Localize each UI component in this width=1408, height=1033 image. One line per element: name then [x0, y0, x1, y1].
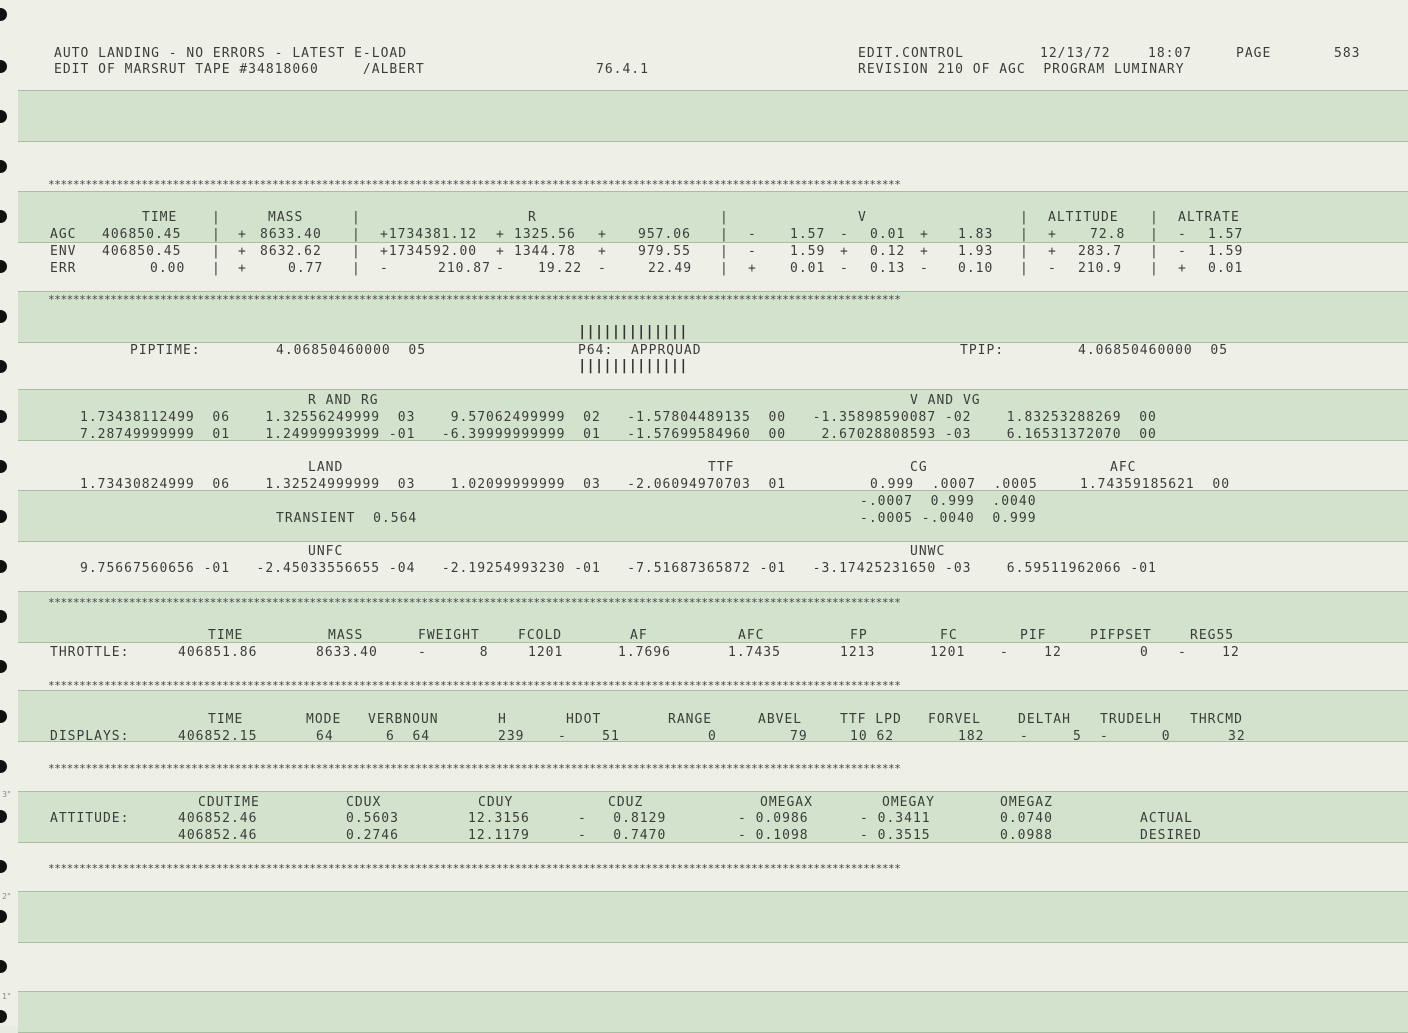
attitude-actual: 0.5603	[346, 811, 399, 826]
displays-value: 64	[316, 729, 334, 744]
attitude-desired: - 0.3515	[860, 828, 931, 843]
cell-alt: 72.8	[1090, 227, 1126, 242]
displays-header: HDOT	[566, 712, 602, 727]
green-band	[18, 891, 1408, 943]
cell-v2: 0.12	[870, 244, 906, 259]
displays-header: FORVEL	[928, 712, 981, 727]
separator: *****************************************************************************************************************************************	[48, 862, 901, 875]
column-divider: |	[1020, 210, 1029, 225]
displays-value: 406852.15	[178, 729, 258, 744]
throttle-header: REG55	[1190, 628, 1235, 643]
ruler-mark: 2"	[2, 892, 11, 901]
cell-r-sign3: +	[598, 244, 607, 259]
throttle-value: 8633.40	[316, 645, 378, 660]
cell-alt-sign: +	[1048, 227, 1057, 242]
row-label-env: ENV	[50, 244, 77, 259]
cell-time: 406850.45	[102, 227, 182, 242]
column-divider: |	[720, 210, 729, 225]
displays-header: MODE	[306, 712, 342, 727]
displays-header: TIME	[208, 712, 244, 727]
throttle-header: PIFPSET	[1090, 628, 1152, 643]
cell-mass: 8633.40	[260, 227, 322, 242]
displays-header: TRUDELH	[1100, 712, 1162, 727]
col-header-altrate: ALTRATE	[1178, 210, 1240, 225]
cell-v-sign3: -	[920, 261, 929, 276]
header-revision: REVISION 210 OF AGC PROGRAM LUMINARY	[858, 62, 1185, 77]
tpip-label: TPIP:	[960, 343, 1005, 358]
cell-v2: 0.13	[870, 261, 906, 276]
attitude-header: CDUZ	[608, 795, 644, 810]
cell-v-sign2: -	[840, 227, 849, 242]
attitude-desired: 0.2746	[346, 828, 399, 843]
cell-r2: 1344.78	[514, 244, 576, 259]
column-divider: |	[1020, 227, 1029, 242]
cell-r-sign2: +	[496, 244, 505, 259]
piptime-label: PIPTIME:	[130, 343, 201, 358]
attitude-actual: - 0.3411	[860, 811, 931, 826]
attitude-desired: 0.0988	[1000, 828, 1053, 843]
cell-r-sign2: +	[496, 227, 505, 242]
displays-label: DISPLAYS:	[50, 729, 130, 744]
throttle-header: MASS	[328, 628, 364, 643]
green-band	[18, 991, 1408, 1033]
attitude-header: OMEGAX	[760, 795, 813, 810]
attitude-desired-label: DESIRED	[1140, 828, 1202, 843]
column-divider: |	[212, 227, 221, 242]
column-divider: |	[212, 261, 221, 276]
throttle-label: THROTTLE:	[50, 645, 130, 660]
displays-value: 79	[790, 729, 808, 744]
cell-time: 406850.45	[102, 244, 182, 259]
cell-v-sign3: +	[920, 227, 929, 242]
cell-r-sign1: -	[380, 261, 389, 276]
header-date: 12/13/72	[1040, 46, 1111, 61]
attitude-desired: - 0.1098	[738, 828, 809, 843]
cell-v-sign3: +	[920, 244, 929, 259]
cell-r2: 19.22	[538, 261, 583, 276]
unfc-unwc-row: 9.75667560656 -01 -2.45033556655 -04 -2.19254993230 -01 -7.51687365872 -01 -3.17425231650 -03 6.59511962066 -01	[80, 561, 1157, 576]
cg-label: CG	[910, 460, 928, 475]
header-time: 18:07	[1148, 46, 1193, 61]
column-divider: |	[212, 210, 221, 225]
land-row: 1.73430824999 06 1.32524999999 03 1.02099999999 03 -2.06094970703 01	[80, 477, 787, 492]
displays-header: RANGE	[668, 712, 713, 727]
cell-r-sign3: -	[598, 261, 607, 276]
displays-value: - 0	[1100, 729, 1171, 744]
ruler-mark: 3"	[2, 790, 11, 799]
displays-header: ABVEL	[758, 712, 803, 727]
cell-r1: 210.87	[438, 261, 491, 276]
cell-altrate-sign: -	[1178, 227, 1187, 242]
throttle-value: 1201	[528, 645, 564, 660]
displays-header: DELTAH	[1018, 712, 1071, 727]
header-page-number: 583	[1334, 46, 1361, 61]
attitude-header: OMEGAZ	[1000, 795, 1053, 810]
throttle-header: PIF	[1020, 628, 1047, 643]
attitude-actual-label: ACTUAL	[1140, 811, 1193, 826]
attitude-actual: 406852.46	[178, 811, 258, 826]
header-page-label: PAGE	[1236, 46, 1272, 61]
cell-alt-sign: -	[1048, 261, 1057, 276]
cell-r1: +1734592.00	[380, 244, 478, 259]
separator: *****************************************************************************************************************************************	[48, 762, 901, 775]
header-edit-control: EDIT.CONTROL	[858, 46, 964, 61]
throttle-header: TIME	[208, 628, 244, 643]
throttle-value: 1.7696	[618, 645, 671, 660]
column-divider: |	[1020, 244, 1029, 259]
throttle-header: FCOLD	[518, 628, 563, 643]
cell-altrate: 1.59	[1208, 244, 1244, 259]
cell-r3: 22.49	[648, 261, 693, 276]
row-label-err: ERR	[50, 261, 77, 276]
cell-mass-sign: +	[238, 244, 247, 259]
cell-v2: 0.01	[870, 227, 906, 242]
header-tape: EDIT OF MARSRUT TAPE #34818060 /ALBERT	[54, 62, 425, 77]
cell-v-sign2: +	[840, 244, 849, 259]
throttle-value: 406851.86	[178, 645, 258, 660]
column-divider: |	[720, 227, 729, 242]
cg-row: 0.999 .0007 .0005	[870, 477, 1038, 492]
ruler-mark: 1"	[2, 992, 11, 1001]
attitude-actual: 12.3156	[468, 811, 530, 826]
cell-v3: 1.93	[958, 244, 994, 259]
column-divider: |	[352, 244, 361, 259]
separator: *****************************************************************************************************************************************	[48, 596, 901, 609]
attitude-actual: 0.0740	[1000, 811, 1053, 826]
cell-v-sign1: +	[748, 261, 757, 276]
attitude-actual: - 0.0986	[738, 811, 809, 826]
displays-value: - 5	[1020, 729, 1082, 744]
col-header-altitude: ALTITUDE	[1048, 210, 1119, 225]
green-band	[18, 90, 1408, 142]
cell-r2: 1325.56	[514, 227, 576, 242]
cell-altrate-sign: +	[1178, 261, 1187, 276]
cell-v3: 0.10	[958, 261, 994, 276]
throttle-value: 1.7435	[728, 645, 781, 660]
column-divider: |	[352, 210, 361, 225]
column-divider: |	[720, 261, 729, 276]
displays-value: 32	[1228, 729, 1246, 744]
header-version: 76.4.1	[596, 62, 649, 77]
column-divider: |	[1150, 227, 1159, 242]
throttle-value: - 12	[1178, 645, 1240, 660]
v-and-vg-label: V AND VG	[910, 393, 981, 408]
displays-header: TTF LPD	[840, 712, 902, 727]
cell-v1: 1.59	[790, 244, 826, 259]
column-divider: |	[1150, 261, 1159, 276]
cell-altrate: 0.01	[1208, 261, 1244, 276]
column-divider: |	[352, 227, 361, 242]
column-divider: |	[1150, 210, 1159, 225]
separator: *****************************************************************************************************************************************	[48, 293, 901, 306]
cell-mass: 8632.62	[260, 244, 322, 259]
cell-r1: +1734381.12	[380, 227, 478, 242]
tpip-value: 4.06850460000 05	[1078, 343, 1229, 358]
displays-value: 6 64	[386, 729, 431, 744]
attitude-desired: 12.1179	[468, 828, 530, 843]
cell-v-sign1: -	[748, 244, 757, 259]
attitude-header: CDUTIME	[198, 795, 260, 810]
cell-altrate-sign: -	[1178, 244, 1187, 259]
throttle-value: 1213	[840, 645, 876, 660]
displays-value: 0	[708, 729, 717, 744]
cell-v-sign2: -	[840, 261, 849, 276]
column-divider: |	[212, 244, 221, 259]
program-label: P64: APPRQUAD	[578, 343, 702, 358]
cell-r3: 979.55	[638, 244, 691, 259]
cell-altrate: 1.57	[1208, 227, 1244, 242]
throttle-header: AFC	[738, 628, 765, 643]
attitude-label: ATTITUDE:	[50, 811, 130, 826]
col-header-mass: MASS	[268, 210, 304, 225]
cell-mass-sign: +	[238, 227, 247, 242]
tick-marks: |||||||||||||	[578, 358, 688, 374]
green-band	[18, 490, 1408, 542]
displays-value: 10 62	[850, 729, 895, 744]
displays-header: VERBNOUN	[368, 712, 439, 727]
attitude-desired: 406852.46	[178, 828, 258, 843]
vector-row: 1.73438112499 06 1.32556249999 03 9.57062499999 02 -1.57804489135 00 -1.35898590087 -02 1.83253288269 00	[80, 410, 1157, 425]
cell-v1: 1.57	[790, 227, 826, 242]
cell-mass-sign: +	[238, 261, 247, 276]
cg-row: -.0005 -.0040 0.999	[860, 511, 1037, 526]
separator: *****************************************************************************************************************************************	[48, 679, 901, 692]
cell-alt-sign: +	[1048, 244, 1057, 259]
attitude-desired: - 0.7470	[578, 828, 667, 843]
displays-header: THRCMD	[1190, 712, 1243, 727]
col-header-r: R	[528, 210, 537, 225]
attitude-actual: - 0.8129	[578, 811, 667, 826]
header-title: AUTO LANDING - NO ERRORS - LATEST E-LOAD	[54, 46, 408, 61]
cell-v1: 0.01	[790, 261, 826, 276]
row-label-agc: AGC	[50, 227, 77, 242]
transient-value: TRANSIENT 0.564	[276, 511, 418, 526]
column-divider: |	[352, 261, 361, 276]
cell-v-sign1: -	[748, 227, 757, 242]
throttle-value: - 12	[1000, 645, 1062, 660]
cg-row: -.0007 0.999 .0040	[860, 494, 1037, 509]
throttle-value: 0	[1140, 645, 1149, 660]
separator: *****************************************************************************************************************************************	[48, 178, 901, 191]
unfc-label: UNFC	[308, 544, 344, 559]
throttle-value: - 8	[418, 645, 489, 660]
attitude-header: OMEGAY	[882, 795, 935, 810]
cell-r-sign2: -	[496, 261, 505, 276]
unwc-label: UNWC	[910, 544, 946, 559]
column-divider: |	[1150, 244, 1159, 259]
afc-label: AFC	[1110, 460, 1137, 475]
r-and-rg-label: R AND RG	[308, 393, 379, 408]
attitude-header: CDUY	[478, 795, 514, 810]
cell-r-sign3: +	[598, 227, 607, 242]
cell-r3: 957.06	[638, 227, 691, 242]
land-label: LAND	[308, 460, 344, 475]
tick-marks: |||||||||||||	[578, 324, 688, 340]
cell-alt: 283.7	[1078, 244, 1123, 259]
throttle-header: FP	[850, 628, 868, 643]
piptime-value: 4.06850460000 05	[276, 343, 427, 358]
ttf-label: TTF	[708, 460, 735, 475]
vector-row: 7.28749999999 01 1.24999993999 -01 -6.39999999999 01 -1.57699584960 00 2.67028808593 -03 6.16531372070 00	[80, 427, 1157, 442]
cell-v3: 1.83	[958, 227, 994, 242]
afc-value: 1.74359185621 00	[1080, 477, 1231, 492]
cell-time: 0.00	[150, 261, 186, 276]
throttle-header: FWEIGHT	[418, 628, 480, 643]
attitude-header: CDUX	[346, 795, 382, 810]
col-header-time: TIME	[142, 210, 178, 225]
throttle-header: AF	[630, 628, 648, 643]
column-divider: |	[720, 244, 729, 259]
cell-mass: 0.77	[288, 261, 324, 276]
column-divider: |	[1020, 261, 1029, 276]
cell-alt: 210.9	[1078, 261, 1123, 276]
displays-value: - 51	[558, 729, 620, 744]
throttle-value: 1201	[930, 645, 966, 660]
col-header-v: V	[858, 210, 867, 225]
displays-value: 182	[958, 729, 985, 744]
displays-header: H	[498, 712, 507, 727]
throttle-header: FC	[940, 628, 958, 643]
displays-value: 239	[498, 729, 525, 744]
